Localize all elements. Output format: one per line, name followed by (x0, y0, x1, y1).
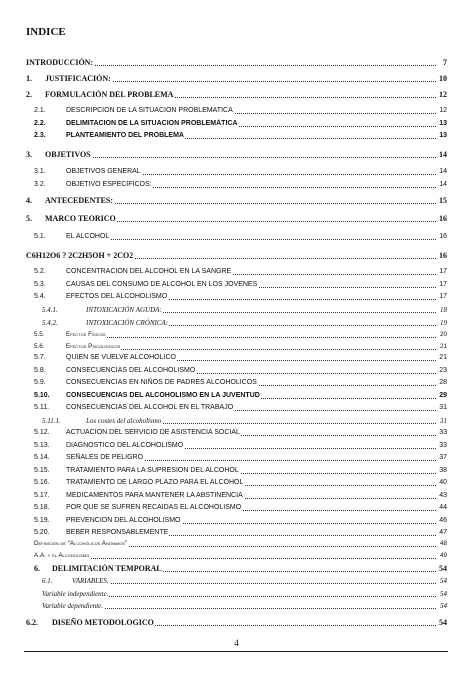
toc-entry[interactable] (0, 618, 473, 628)
toc-leader-dots (45, 157, 436, 158)
toc-entry-number: 5.13. (34, 442, 50, 449)
toc-entry-page: 13 (439, 120, 447, 127)
toc-entry-number: 3. (26, 150, 32, 159)
toc-leader-dots (66, 337, 436, 338)
toc-entry-page: 49 (439, 552, 447, 559)
toc-entry[interactable] (0, 267, 473, 277)
toc-entry[interactable] (0, 539, 473, 549)
toc-entry-title: INTOXICACIÓN AGUDA: (86, 306, 162, 314)
toc-entry-title: ANTECEDENTES: (45, 196, 114, 205)
toc-entry-title: PREVENCION DEL ALCOHOLISMO (66, 517, 181, 524)
toc-entry-page: 17 (439, 281, 447, 288)
toc-entry-page: 48 (439, 540, 447, 547)
toc-entry[interactable] (0, 196, 473, 206)
toc-entry-number: 6. (34, 564, 40, 573)
toc-entry[interactable] (0, 305, 473, 315)
toc-entry-page: 14 (439, 150, 447, 159)
toc-entry-number: 5.1. (34, 233, 46, 240)
toc-entry[interactable] (0, 353, 473, 363)
toc-entry-page: 31 (439, 404, 447, 411)
toc-entry-page: 20 (439, 331, 447, 338)
toc-entry-page: 54 (440, 602, 447, 610)
toc-entry-title: POR QUE SE SUFREN RECAIDAS EL ALCOHOLISMO (66, 504, 242, 511)
toc-entry-title: CONSECUENCIAS DEL ALCOHOLISMO EN LA JUVENTUD (66, 392, 260, 399)
toc-entry-number: 5.11. (34, 404, 50, 411)
toc-entry-title: FORMULACIÓN DEL PROBLEMA (45, 90, 174, 99)
toc-entry-number: 5.20. (34, 529, 50, 536)
toc-entry-page: 47 (439, 529, 447, 536)
toc-entry-number: 5.15. (34, 467, 50, 474)
toc-entry[interactable] (0, 453, 473, 463)
toc-entry-number: 5.9. (34, 379, 46, 386)
toc-entry[interactable] (0, 441, 473, 451)
toc-entry-title: CONCENTRACIÓN DEL ALCOHOL EN LA SANGRE (66, 268, 232, 275)
toc-leader-dots (34, 558, 436, 559)
toc-entry-number: 2.1. (34, 107, 46, 114)
toc-entry[interactable] (0, 318, 473, 328)
toc-entry[interactable] (0, 342, 473, 352)
toc-entry-page: 17 (439, 268, 447, 275)
toc-entry[interactable] (0, 491, 473, 501)
toc-entry[interactable] (0, 589, 473, 599)
toc-entry-number: 5.3. (34, 281, 46, 288)
toc-entry[interactable] (0, 180, 473, 190)
toc-entry-title: Efectos Físicos (66, 331, 106, 338)
toc-entry-page: 44 (439, 504, 447, 511)
toc-entry[interactable] (0, 292, 473, 302)
toc-entry-title: DIAGNOSTICO DEL ALCOHOLISMO (66, 442, 184, 449)
toc-entry[interactable] (0, 251, 473, 261)
toc-entry-number: 2.2. (34, 120, 46, 127)
toc-entry[interactable] (0, 90, 473, 100)
toc-entry-page: 31 (440, 417, 447, 425)
toc-entry-title: CONSECUENCIAS DEL ALCOHOLISMO (66, 367, 196, 374)
toc-entry-page: 54 (439, 618, 447, 627)
toc-entry-number: 5.8. (34, 367, 46, 374)
toc-entry[interactable] (0, 119, 473, 129)
toc-entry[interactable] (0, 428, 473, 438)
toc-entry-page: 16 (439, 214, 447, 223)
toc-entry-title: OBJETIVOS (45, 150, 91, 159)
toc-entry-title: OBJETIVO ESPECÍFICOS: (66, 181, 152, 188)
toc-entry[interactable] (0, 416, 473, 426)
toc-entry-page: 54 (439, 564, 447, 573)
toc-entry-title: JUSTIFICACIÓN: (45, 74, 111, 83)
toc-entry[interactable] (0, 167, 473, 177)
toc-entry[interactable] (0, 503, 473, 513)
toc-entry[interactable] (0, 366, 473, 376)
toc-entry-number: 5.7. (34, 354, 46, 361)
toc-entry-title: INTOXICACIÓN CRÓNICA: (86, 319, 169, 327)
toc-entry-number: 5.4.2. (42, 319, 58, 327)
toc-entry-title: Los costes del alcoholismo (86, 417, 162, 425)
toc-entry[interactable] (0, 564, 473, 574)
toc-entry[interactable] (0, 528, 473, 538)
toc-entry-page: 54 (440, 577, 447, 585)
toc-entry-number: 5.2. (34, 268, 46, 275)
toc-entry-title: INTRODUCCIÓN: (26, 58, 94, 67)
toc-entry-title: SEÑALES DE PELIGRO (66, 454, 144, 461)
toc-entry-title: C6H12O6 ? 2C2H5OH + 2CO2 (26, 251, 134, 260)
toc-entry[interactable] (0, 131, 473, 141)
toc-entry[interactable] (0, 551, 473, 561)
toc-entry-page: 37 (439, 454, 447, 461)
toc-entry-title: CONSECUENCIAS EN NIÑOS DE PADRES ALCOHOLICOS (66, 379, 257, 386)
toc-entry-title: MARCO TEORICO (45, 214, 116, 223)
toc-entry-title: MEDICAMENTOS PARA MANTENER LA ABSTINENCIA (66, 492, 243, 499)
toc-entry-title: DELIMITACIÓN TEMPORAL (52, 564, 162, 573)
toc-entry-number: 5.12. (34, 429, 50, 436)
page-number: 4 (234, 638, 239, 648)
toc-entry-page: 10 (439, 74, 447, 83)
toc-entry-title: Efectos Psicológicos (66, 343, 121, 350)
toc-entry-number: 1. (26, 74, 32, 83)
toc-entry[interactable] (0, 280, 473, 290)
toc-entry-page: 21 (439, 354, 447, 361)
toc-entry-page: 12 (439, 90, 447, 99)
toc-entry-number: 5.19. (34, 517, 50, 524)
toc-entry-number: 5.4. (34, 293, 46, 300)
toc-entry[interactable] (0, 232, 473, 242)
toc-entry-page: 14 (439, 168, 447, 175)
toc-entry[interactable] (0, 516, 473, 526)
toc-entry-page: 33 (439, 442, 447, 449)
toc-leader-dots (66, 239, 436, 240)
toc-entry[interactable] (0, 601, 473, 611)
toc-entry-page: 43 (439, 492, 447, 499)
toc-entry-number: 5.5. (34, 331, 45, 338)
footer-rule (24, 651, 448, 652)
toc-entry-number: 5.16. (34, 479, 50, 486)
toc-entry-number: 5.10. (34, 392, 50, 399)
toc-leader-dots (72, 583, 436, 584)
toc-entry-page: 28 (439, 379, 447, 386)
toc-entry-page: 40 (439, 479, 447, 486)
toc-entry-page: 7 (443, 58, 447, 67)
toc-entry[interactable] (0, 576, 473, 586)
toc-entry-number: 5.4.1. (42, 306, 58, 314)
toc-entry[interactable] (0, 330, 473, 340)
toc-entry-page: 23 (439, 367, 447, 374)
toc-entry[interactable] (0, 391, 473, 401)
toc-entry-page: 46 (439, 517, 447, 524)
toc-entry-title: EFECTOS DEL ALCOHOLISMO (66, 293, 168, 300)
toc-entry-number: 5.6. (34, 343, 45, 350)
toc-entry-page: 13 (439, 132, 447, 139)
toc-entry-title: DESCRIPCION DE LA SITUACION PROBLEMATICA (66, 107, 233, 114)
toc-entry-page: 38 (439, 467, 447, 474)
toc-entry-title: Variable dependiente. (42, 602, 104, 610)
toc-entry-page: 29 (439, 392, 447, 399)
toc-entry-number: 5.11.1. (42, 417, 61, 425)
toc-entry-page: 12 (439, 107, 447, 114)
toc-entry[interactable] (0, 214, 473, 224)
toc-entry-page: 19 (440, 319, 447, 327)
toc-entry-number: 5.14. (34, 454, 50, 461)
toc-entry-number: 5. (26, 214, 32, 223)
toc-entry-title: BEBER RESPONSABLEMENTE (66, 529, 169, 536)
toc-entry-number: 5.18. (34, 504, 50, 511)
toc-entry[interactable] (0, 150, 473, 160)
toc-entry-title: TRATAMIENTO DE LARGO PLAZO PARA EL ALCOHOL (66, 479, 244, 486)
toc-entry-page: 21 (439, 343, 447, 350)
toc-leader-dots (66, 349, 436, 350)
toc-entry-page: 33 (439, 429, 447, 436)
toc-entry-number: 2.3. (34, 132, 46, 139)
toc-entry-number: 3.1. (34, 168, 46, 175)
toc-entry[interactable] (0, 378, 473, 388)
toc-entry-title: QUIEN SE VUELVE ALCOHOLICO (66, 354, 176, 361)
toc-entry-title: EL ALCOHOL (66, 233, 110, 240)
toc-entry-title: DISEÑO METODOLOGICO (52, 618, 154, 627)
toc-entry-title: OBJETIVOS GENERAL (66, 168, 141, 175)
toc-entry-page: 15 (439, 196, 447, 205)
toc-entry[interactable] (0, 403, 473, 413)
toc-entry-number: 6.2. (26, 618, 38, 627)
toc-entry[interactable] (0, 466, 473, 476)
toc-entry-title: DELIMITACION DE LA SITUACION PROBLEMÁTICA (66, 120, 238, 127)
toc-entry-page: 18 (440, 306, 447, 314)
toc-entry-number: 2. (26, 90, 32, 99)
toc-entry-page: 16 (439, 251, 447, 260)
toc-entry-title: CONSECUENCIAS DEL ALCOHOL EN EL TRABAJO (66, 404, 234, 411)
toc-entry-page: 16 (439, 233, 447, 240)
toc-entry-number: 6.1. (42, 577, 53, 585)
toc-entry-number: 3.2. (34, 181, 46, 188)
page-title: INDICE (26, 26, 66, 38)
toc-entry-number: 5.17. (34, 492, 50, 499)
toc-entry-title: A.A. y el Alcoholismo (34, 552, 90, 559)
toc-entry-title: ACTUACIÓN DEL SERVICIO DE ASISTENCIA SOCIAL (66, 429, 240, 436)
toc-entry-title: TRATAMIENTO PARA LA SUPRESION DEL ALCOHOL (66, 467, 239, 474)
toc-entry[interactable] (0, 478, 473, 488)
toc-entry-number: 4. (26, 196, 32, 205)
toc-entry-page: 54 (440, 590, 447, 598)
toc-entry-page: 14 (439, 181, 447, 188)
toc-entry[interactable] (0, 58, 473, 68)
toc-entry-title: CAUSAS DEL CONSUMO DE ALCOHOL EN LOS JOVENES (66, 281, 258, 288)
toc-entry[interactable] (0, 106, 473, 116)
toc-entry-title: VARIABLES. (72, 577, 109, 585)
toc-entry-title: Definición de “Alcohólicos Anónimos” (34, 540, 128, 547)
toc-entry-page: 17 (439, 293, 447, 300)
toc-entry-title: PLANTEAMIENTO DEL PROBLEMA (66, 132, 184, 139)
toc-entry-title: Variable independiente. (42, 590, 109, 598)
toc-entry[interactable] (0, 74, 473, 84)
